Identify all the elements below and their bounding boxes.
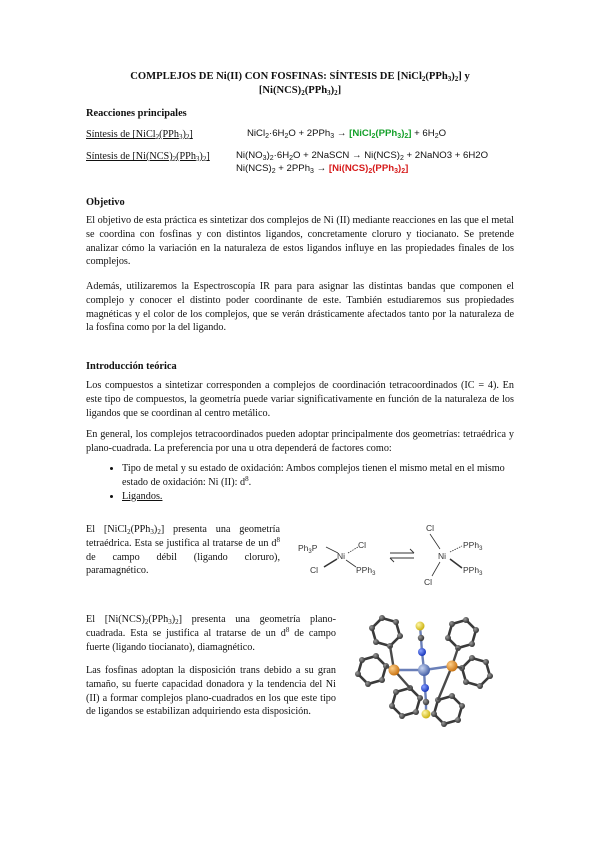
section-heading-objetivo: Objetivo	[86, 197, 125, 208]
square-planar-paragraph-2: Las fosfinas adoptan la disposición trans debido a su gran tamaño, su fuerte capacidad donadora y la tendencia del Ni (II) a formar complejos plano-cuadrados en los que este tipo de ligandos se estabilizan adquiriendo esta disposición.	[86, 665, 336, 718]
section-heading-reacciones: Reacciones principales	[86, 108, 187, 119]
intro-paragraph-1: Los compuestos a sintetizar corresponden a complejos de coordinación tetracoordinados (IC = 4). En este tipo de compuestos, la geometría puede variar significativamente en función de la naturaleza de los ligandos que se coordinan al centro metálico.	[86, 380, 514, 419]
reaction-1-label: Síntesis de $[NiCl_2(PPh_3)_2]$	[86, 129, 193, 141]
ni-label-right: Ni	[438, 551, 447, 561]
intro-paragraph-2: En general, los complejos tetracoordinados pueden adoptar principalmente dos geometrías: tetraédrica y plano-cuadrada. La preferencia por una u otra dependerá de factores como:	[86, 429, 514, 454]
reaction-1-equation: $NiCl_2\cdot 6H_2O + 2PPh_3$ → $[NiCl_2(PPh_3)_2] + 6H_2O$	[247, 128, 447, 140]
cl-label: Cl	[424, 577, 433, 587]
pph3-label: PPh$_3$	[356, 565, 376, 577]
product-2: $[Ni(NCS)_2(PPh_3)_2]$	[328, 163, 409, 175]
isomer-equilibrium-scheme	[290, 518, 520, 590]
pph3-label: PPh$_3$	[463, 540, 483, 552]
objetivo-paragraph-1: El objetivo de esta práctica es sintetizar dos complejos de Ni (II) mediante reacciones en las que el metal se coordina con fosfinas y con distintos ligandos, concretamente cloruro y tiocianato. Se pretende analizar cómo la variación en la naturaleza de estos ligandos influye en las propiedades finales de los complejos.	[86, 215, 514, 268]
product-1: $[NiCl_2(PPh_3)_2]$	[349, 128, 412, 140]
factors-list	[86, 462, 514, 503]
pph3-label: PPh$_3$	[463, 565, 483, 577]
list-item: • Tipo de metal y su estado de oxidación: Ambos complejos tienen el mismo metal en el mismo estado de oxidación: Ni (II): $d^8$.	[122, 462, 514, 490]
reaction-2-equation-1: $Ni(NO_3)_2\cdot 6H_2O$ + 2NaSCN → $Ni(NCS)_2$ + 2NaNO3 + 6H2O	[236, 150, 489, 162]
cl-label: Cl	[426, 523, 435, 533]
objetivo-paragraph-2: Además, utilizaremos la Espectroscopía IR para para asignar las distintas bandas que componen el complejo y conocer el distinto poder coordinante de este. También estudiaremos sus propiedades magnéticas y el color de los complejos, que se verán drásticamente afectados tanto por la naturaleza de la fosfina como por la del ligando.	[86, 281, 514, 334]
page-title: COMPLEJOS DE Ni(II) CON FOSFINAS: SÍNTESIS DE $[NiCl_2(PPh_3)_2]$ y $[Ni(NCS)_2(PPh_3)_2]$	[130, 71, 470, 98]
cl-label: Cl	[310, 565, 319, 575]
ni-label-left: Ni	[337, 551, 346, 561]
ph3p-label: $Ph_3P$	[298, 543, 318, 555]
cl-label: Cl	[358, 540, 367, 550]
reaction-2-equation-2: $Ni(NCS)_2 + 2PPh_3 \to [Ni(NCS)_2(PPh_3)_2]$	[236, 163, 409, 175]
section-heading-introduccion: Introducción teórica	[86, 361, 177, 372]
list-item: • Ligandos.	[122, 490, 514, 504]
tetrahedral-description: El $[NiCl_2(PPh_3)_2]$ presenta una geometría tetraédrica. Esta se justifica al tratarse de un $d^8$ de campo débil (ligando cloruro), paramagnético.	[86, 524, 280, 577]
square-planar-description: El $[Ni(NCS)_2(PPh_3)_2]$ presenta una geometría plano-cuadrada. Esta se justifica al tratarse de un $d^8$ de campo fuerte (ligando tiocianato), diamagnético.	[86, 614, 336, 653]
molecular-model-image	[352, 608, 504, 736]
reaction-2-label: Síntesis de $[Ni(NCS)_2(PPh_3)_2]$	[86, 151, 210, 163]
